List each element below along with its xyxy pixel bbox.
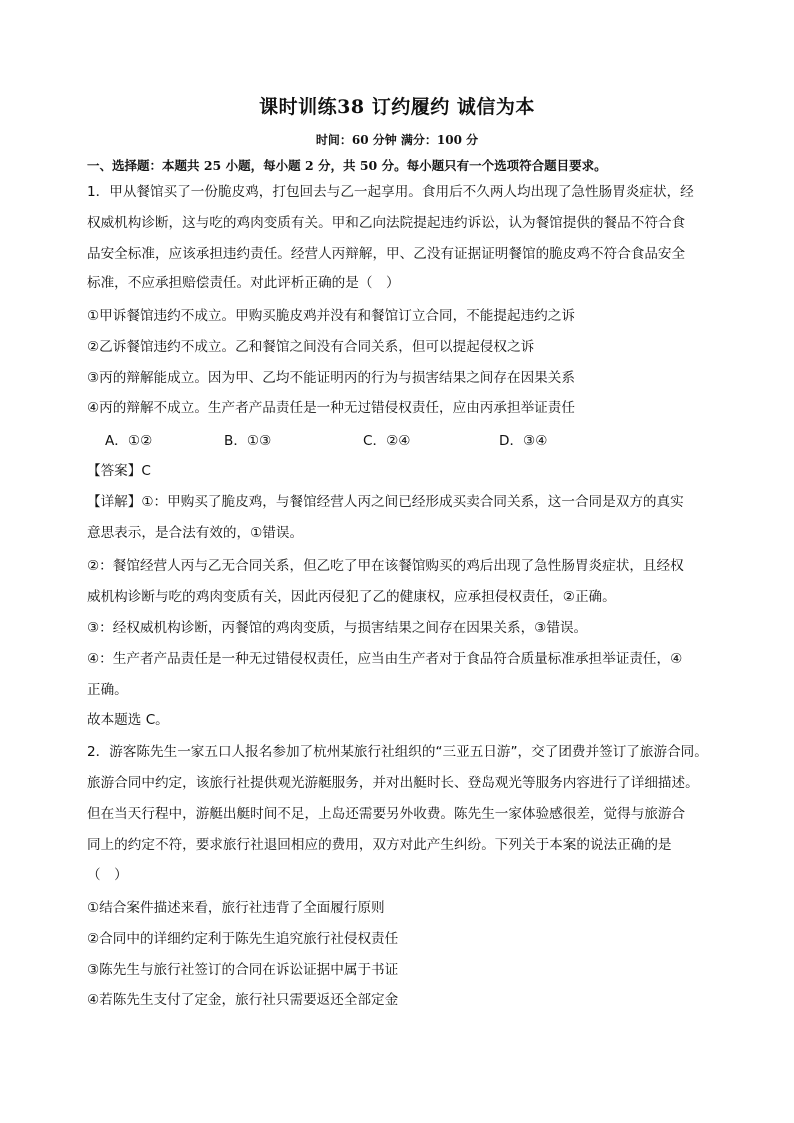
section-heading: 一、选择题：本题共 25 小题，每小题 2 分，共 50 分。每小题只有一个选项符合题目要求。: [87, 158, 607, 173]
q1-statement: ④丙的辩解不成立。生产者产品责任是一种无过错侵权责任，应由丙承担举证责任: [87, 400, 575, 416]
q1-explanation-line: 【详解】①：甲购买了脆皮鸡，与餐馆经营人丙之间已经形成买卖合同关系，这一合同是双方的真实: [87, 494, 684, 510]
q2-statement: ③陈先生与旅行社签订的合同在诉讼证据中属于书证: [87, 962, 399, 978]
q1-option-a: A．①②: [105, 433, 153, 449]
exam-meta: 时间：60 分钟 满分：100 分: [315, 133, 479, 147]
q1-option-c: C．②④: [363, 433, 411, 449]
q1-explanation-line: 意思表示，是合法有效的，①错误。: [87, 525, 304, 541]
q1-explanation-line: 威机构诊断与吃的鸡肉变质有关，因此丙侵犯了乙的健康权，应承担侵权责任，②正确。: [87, 589, 616, 605]
q1-stem-line: 1．甲从餐馆买了一份脆皮鸡，打包回去与乙一起享用。食用后不久两人均出现了急性肠胃炎症状，经: [87, 184, 694, 200]
q2-stem-line: 旅游合同中约定，该旅行社提供观光游艇服务，并对出艇时长、登岛观光等服务内容进行了详细描述。: [87, 775, 699, 791]
q1-explanation-line: 正确。: [87, 682, 128, 698]
q1-explanation-line: ②：餐馆经营人丙与乙无合同关系，但乙吃了甲在该餐馆购买的鸡后出现了急性肠胃炎症状，且经权: [87, 558, 684, 574]
q1-option-b: B．①③: [224, 433, 272, 449]
q1-option-d: D．③④: [499, 433, 548, 449]
q1-statement: ②乙诉餐馆违约不成立。乙和餐馆之间没有合同关系，但可以提起侵权之诉: [87, 339, 535, 355]
q1-stem-line: 标准，不应承担赔偿责任。对此评析正确的是（ ）: [87, 275, 400, 291]
q2-stem-line: 2．游客陈先生一家五口人报名参加了杭州某旅行社组织的“三亚五日游”，交了团费并签订了旅游合同。: [87, 744, 708, 760]
q1-explanation-line: 故本题选 C。: [87, 712, 169, 728]
q1-explanation-line: ③：经权威机构诊断，丙餐馆的鸡肉变质，与损害结果之间存在因果关系，③错误。: [87, 620, 588, 636]
q1-stem-line: 权威机构诊断，这与吃的鸡肉变质有关。甲和乙向法院提起违约诉讼，认为餐馆提供的餐品不符合食: [87, 215, 686, 231]
q1-stem-line: 品安全标准，应该承担违约责任。经营人丙辩解，甲、乙没有证据证明餐馆的脆皮鸡不符合食品安全: [87, 246, 686, 262]
q2-stem-line: 但在当天行程中，游艇出艇时间不足，上岛还需要另外收费。陈先生一家体验感很差，觉得与旅游合: [87, 806, 686, 822]
q1-statement: ①甲诉餐馆违约不成立。甲购买脆皮鸡并没有和餐馆订立合同，不能提起违约之诉: [87, 308, 575, 324]
q2-statement: ④若陈先生支付了定金，旅行社只需要返还全部定金: [87, 992, 399, 1008]
q1-answer: 【答案】C: [87, 463, 151, 479]
q1-statement: ③丙的辩解能成立。因为甲、乙均不能证明丙的行为与损害结果之间存在因果关系: [87, 370, 575, 386]
q2-stem-line: （ ）: [87, 867, 128, 883]
q2-stem-line: 同上的约定不符，要求旅行社退回相应的费用，双方对此产生纠纷。下列关于本案的说法正确的是: [87, 837, 672, 853]
q1-explanation-line: ④：生产者产品责任是一种无过错侵权责任，应当由生产者对于食品符合质量标准承担举证责任，④: [87, 651, 683, 667]
q2-statement: ②合同中的详细约定利于陈先生追究旅行社侵权责任: [87, 931, 399, 947]
page-title: 课时训练38 订约履约 诚信为本: [259, 96, 535, 118]
q2-statement: ①结合案件描述来看，旅行社违背了全面履行原则: [87, 900, 385, 916]
